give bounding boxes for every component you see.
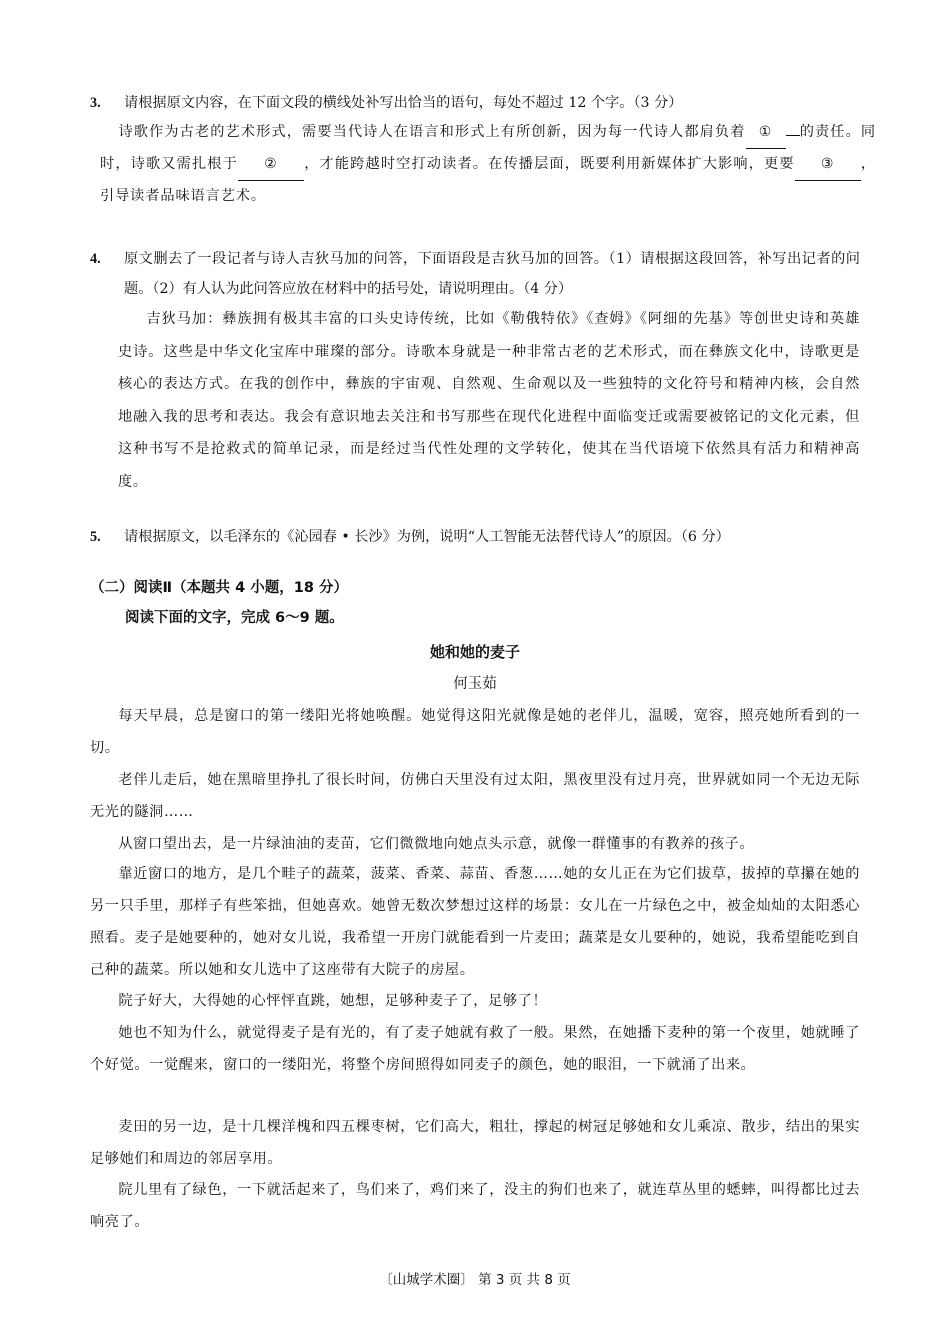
question-number: 4. (90, 251, 101, 267)
question-prompt: 原文删去了一段记者与诗人吉狄马加的问答，下面语段是吉狄马加的回答。（1）请根据这段回答，补写出记者的问题。（2）有人认为此问答应放在材料中的括号处，请说明理由。（4 分） (124, 251, 860, 297)
question-number: 5. (90, 529, 101, 545)
passage-text: ，才能跨越时空打动读者。在传播层面，既要利用新媒体扩大影响，更要 (303, 156, 795, 172)
answer-blank-3: ③ (795, 149, 861, 181)
story-author: 何玉茹 (453, 676, 497, 692)
story-paragraph: 院子好大，大得她的心怦怦直跳，她想，足够种麦子了，足够了！ (118, 993, 548, 1009)
question-4 (90, 244, 860, 304)
story-paragraph: 从窗口望出去，是一片绿油油的麦苗，它们微微地向她点头示意，就像一群懂事的有教养的孩子。 (118, 836, 755, 852)
story-paragraph: 麦田的另一边，是十几棵洋槐和四五棵枣树，它们高大，粗壮，撑起的树冠足够她和女儿乘凉、散步，结出的果实足够她们和周边的邻居享用。 (90, 1119, 860, 1167)
passage-text: 的责任。同时，诗歌又需扎根于 (100, 124, 876, 172)
section-heading: （二）阅读Ⅱ（本题共 4 小题，18 分） (90, 580, 348, 596)
question-5 (90, 522, 860, 552)
story-paragraph: 每天早晨，总是窗口的第一缕阳光将她唤醒。她觉得这阳光就像是她的老伴儿，温暖，宽容，照亮她所看到的一切。 (90, 708, 860, 756)
answer-blank-1-tail (786, 135, 800, 136)
question-3 (90, 88, 860, 118)
passage-text: 诗歌作为古老的艺术形式，需要当代诗人在语言和形式上有所创新，因为每一代诗人都肩负着 (118, 124, 746, 140)
question-prompt: 请根据原文，以毛泽东的《沁园春 • 长沙》为例，说明“人工智能无法替代诗人”的原因。（6 分） (124, 529, 730, 545)
section-instruction: 阅读下面的文字，完成 6～9 题。 (125, 610, 344, 626)
question-3-passage (100, 117, 876, 212)
story-paragraph: 靠近窗口的地方，是几个畦子的蔬菜，菠菜、香菜、蒜苗、香葱……她的女儿正在为它们拔草，拔掉的草攥在她的另一只手里，那样子有些笨拙，但她喜欢。她曾无数次梦想过这样的场景：女儿在一片绿色之中，被金灿灿的太阳悉心照看。麦子是她要种的，她对女儿说，我希望一开房门就能看到一片麦田；蔬菜是女儿要种的，她说，我希望能吃到自己种的蔬菜。所以她和女儿选中了这座带有大院子的房屋。 (90, 866, 860, 978)
answer-blank-2: ② (238, 149, 304, 181)
question-number: 3. (90, 95, 101, 111)
page-footer: 〔山城学术圈〕 第 3 页 共 8 页 (379, 1272, 571, 1288)
story-title: 她和她的麦子 (429, 643, 520, 661)
passage-text: ，引导读者品味语言艺术。 (100, 156, 876, 204)
story-paragraph: 院儿里有了绿色，一下就活起来了，鸟们来了，鸡们来了，没主的狗们也来了，就连草丛里的蟋蟀，叫得都比过去响亮了。 (90, 1182, 860, 1230)
story-paragraph: 她也不知为什么，就觉得麦子是有光的，有了麦子她就有救了一般。果然，在她播下麦种的第一个夜里，她就睡了个好觉。一觉醒来，窗口的一缕阳光，将整个房间照得如同麦子的颜色，她的眼泪，一下就涌了出来。 (90, 1025, 860, 1073)
question-prompt: 请根据原文内容，在下面文段的横线处补写出恰当的语句，每处不超过 12 个字。（3 分） (124, 95, 683, 111)
question-4-answer-passage: 吉狄马加：彝族拥有极其丰富的口头史诗传统，比如《勒俄特依》《查姆》《阿细的先基》等创世史诗和英雄史诗。这些是中华文化宝库中璀璨的部分。诗歌本身就是一种非常古老的艺术形式，而在彝族文化中，诗歌更是核心的表达方式。在我的创作中，彝族的宇宙观、自然观、生命观以及一些独特的文化符号和精神内核，会自然地融入我的思考和表达。我会有意识地去关注和书写那些在现代化进程中面临变迁或需要被铭记的文化元素，但这种书写不是抢救式的简单记录，而是经过当代性处理的文学转化，使其在当代语境下依然具有活力和精神高度。 (118, 311, 860, 490)
answer-blank-1: ① (746, 117, 786, 149)
story-paragraph: 老伴儿走后，她在黑暗里挣扎了很长时间，仿佛白天里没有过太阳，黑夜里没有过月亮，世界就如同一个无边无际无光的隧洞…… (90, 772, 860, 820)
